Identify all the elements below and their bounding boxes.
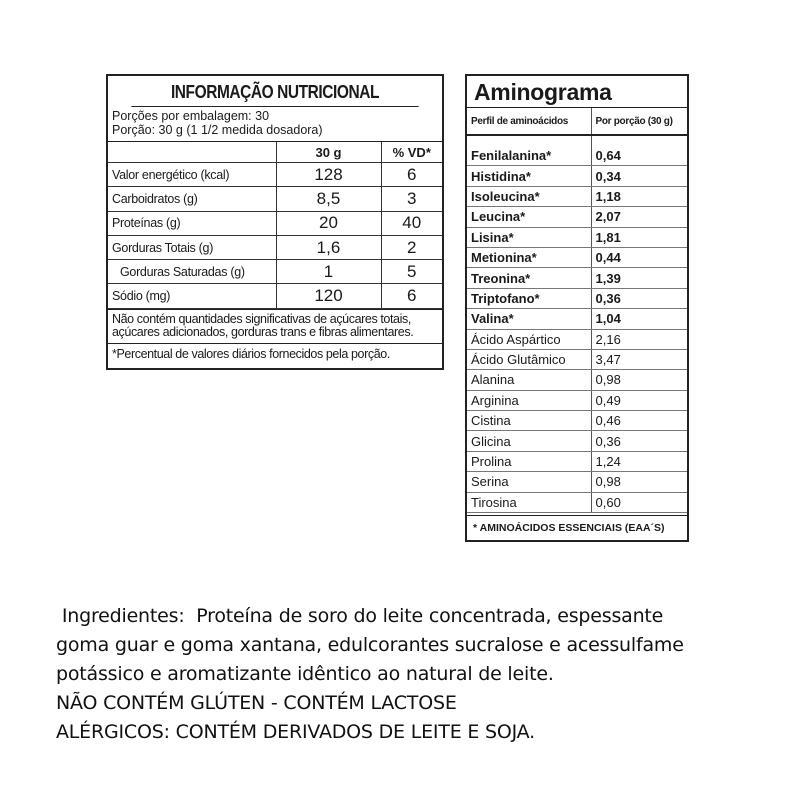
ingredients-line: Ingredientes: Proteína de soro do leite concentrada, espessante <box>56 605 664 627</box>
amino-name: Glicina <box>467 431 591 451</box>
amino-value: 0,34 <box>591 166 687 186</box>
amino-row <box>467 207 687 227</box>
amino-row <box>467 268 687 288</box>
aminogram-header-row <box>467 108 687 135</box>
amino-row <box>467 146 687 166</box>
amino-row <box>467 227 687 247</box>
nutrient-vd: 6 <box>381 284 442 308</box>
amino-name: Serina <box>467 472 591 492</box>
nutrient-label: Valor energético (kcal) <box>108 163 276 187</box>
amino-row <box>467 349 687 369</box>
nutrient-vd: 2 <box>381 235 442 259</box>
amino-value: 2,16 <box>591 329 687 349</box>
amino-row <box>467 492 687 512</box>
amino-value: 0,46 <box>591 411 687 431</box>
nutrition-row <box>108 211 442 235</box>
header-amount: 30 g <box>276 142 381 163</box>
amino-name: Lisina* <box>467 227 591 247</box>
amino-value: 1,04 <box>591 309 687 329</box>
allergen-warning: ALÉRGICOS: CONTÉM DERIVADOS DE LEITE E SOJA. <box>56 721 535 743</box>
nutrient-label: Gorduras Saturadas (g) <box>108 260 276 284</box>
amino-name: Ácido Aspártico <box>467 329 591 349</box>
amino-name: Fenilalanina* <box>467 146 591 166</box>
amino-value: 0,44 <box>591 247 687 267</box>
nutrition-facts-table <box>106 74 444 370</box>
amino-row <box>467 309 687 329</box>
amino-row <box>467 370 687 390</box>
amino-name: Metionina* <box>467 247 591 267</box>
nutrient-amount: 128 <box>276 163 381 187</box>
amino-value: 2,07 <box>591 207 687 227</box>
nutrient-vd: 3 <box>381 187 442 211</box>
amino-name: Alanina <box>467 370 591 390</box>
amino-value: 1,24 <box>591 451 687 471</box>
ingredients-line: goma guar e goma xantana, edulcorantes sucralose e acessulfame <box>56 634 684 656</box>
nutrition-note <box>108 309 442 344</box>
nutrition-row <box>108 260 442 284</box>
aminogram-grid <box>467 108 687 513</box>
gluten-lactose-warning: NÃO CONTÉM GLÚTEN - CONTÉM LACTOSE <box>56 692 457 714</box>
nutrition-row <box>108 187 442 211</box>
ingredients-line: potássico e aromatizante idêntico ao natural de leite. <box>56 663 554 685</box>
aminogram-table <box>465 74 689 542</box>
nutrient-vd: 5 <box>381 260 442 284</box>
header-profile: Perfil de aminoácidos <box>467 108 591 135</box>
nutrient-amount: 1,6 <box>276 235 381 259</box>
amino-row <box>467 329 687 349</box>
nutrient-label: Proteínas (g) <box>108 211 276 235</box>
amino-name: Valina* <box>467 309 591 329</box>
amino-value: 3,47 <box>591 349 687 369</box>
amino-row <box>467 411 687 431</box>
amino-value: 0,64 <box>591 146 687 166</box>
amino-row <box>467 472 687 492</box>
amino-row <box>467 288 687 308</box>
amino-value: 0,36 <box>591 288 687 308</box>
nutrition-grid <box>108 142 442 309</box>
nutrient-label: Carboidratos (g) <box>108 187 276 211</box>
amino-value: 0,98 <box>591 370 687 390</box>
nutrient-amount: 20 <box>276 211 381 235</box>
amino-row <box>467 166 687 186</box>
amino-name: Tirosina <box>467 492 591 512</box>
amino-name: Triptofano* <box>467 288 591 308</box>
nutrient-vd: 40 <box>381 211 442 235</box>
header-gap <box>467 135 687 146</box>
essential-amino-footnote: * AMINOÁCIDOS ESSENCIAIS (EAA´S) <box>467 515 687 540</box>
nutrition-row <box>108 235 442 259</box>
amino-row <box>467 186 687 206</box>
amino-value: 0,49 <box>591 390 687 410</box>
amino-row <box>467 390 687 410</box>
amino-row <box>467 431 687 451</box>
amino-value: 0,60 <box>591 492 687 512</box>
nutrition-note-line: açúcares adicionados, gorduras trans e fibras alimentares. <box>112 324 414 339</box>
ingredients-block <box>56 602 776 747</box>
amino-name: Prolina <box>467 451 591 471</box>
nutrition-note-line: Não contém quantidades significativas de açúcares totais, <box>112 311 411 326</box>
nutrient-label: Gorduras Totais (g) <box>108 235 276 259</box>
amino-row <box>467 247 687 267</box>
aminogram-title: Aminograma <box>467 76 687 108</box>
nutrition-header-row <box>108 142 442 163</box>
amino-name: Histidina* <box>467 166 591 186</box>
nutrient-label: Sódio (mg) <box>108 284 276 308</box>
nutrient-amount: 1 <box>276 260 381 284</box>
amino-value: 0,36 <box>591 431 687 451</box>
nutrient-amount: 120 <box>276 284 381 308</box>
amino-name: Isoleucina* <box>467 186 591 206</box>
nutrient-vd: 6 <box>381 163 442 187</box>
nutrition-row <box>108 284 442 308</box>
header-vd: % VD* <box>381 142 442 163</box>
amino-row <box>467 451 687 471</box>
vd-footnote: *Percentual de valores diários fornecidos pela porção. <box>112 346 390 361</box>
amino-name: Cistina <box>467 411 591 431</box>
nutrition-title: INFORMAÇÃO NUTRICIONAL <box>131 76 418 107</box>
serving-size: Porção: 30 g (1 1/2 medida dosadora) <box>112 123 323 137</box>
amino-name: Treonina* <box>467 268 591 288</box>
nutrition-row <box>108 163 442 187</box>
servings-per-package: Porções por embalagem: 30 <box>112 109 270 123</box>
header-blank <box>108 142 276 163</box>
serving-info <box>108 107 442 142</box>
amino-value: 0,98 <box>591 472 687 492</box>
amino-name: Leucina* <box>467 207 591 227</box>
header-portion: Por porção (30 g) <box>591 108 687 135</box>
amino-name: Ácido Glutâmico <box>467 349 591 369</box>
amino-value: 1,39 <box>591 268 687 288</box>
amino-value: 1,81 <box>591 227 687 247</box>
amino-name: Arginina <box>467 390 591 410</box>
nutrient-amount: 8,5 <box>276 187 381 211</box>
amino-value: 1,18 <box>591 186 687 206</box>
